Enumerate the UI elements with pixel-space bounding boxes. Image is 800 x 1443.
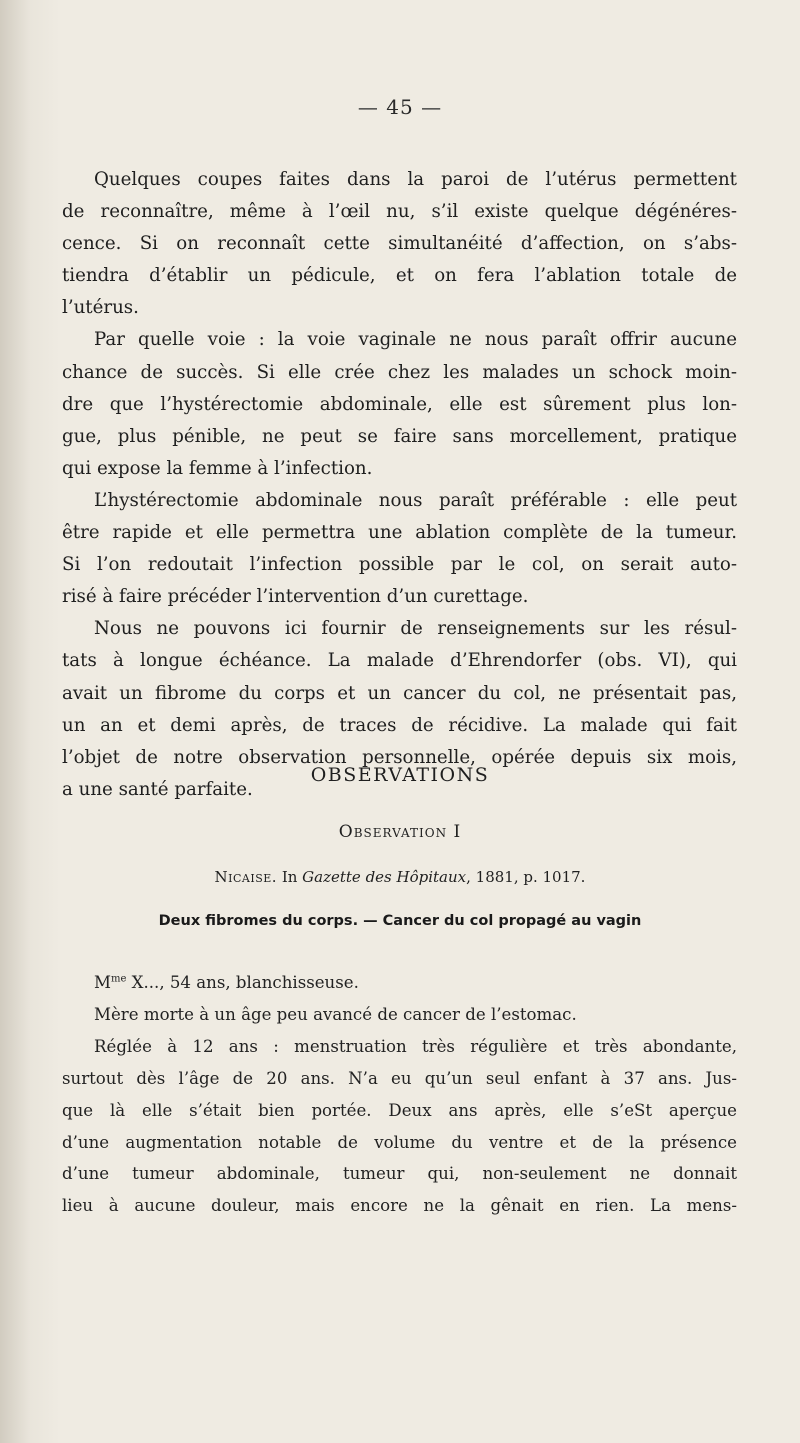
patient-title-superscript: me xyxy=(111,973,127,985)
patient-title: M xyxy=(94,973,111,992)
text-line: Quelques coupes faites dans la paroi de l’utérus permettent xyxy=(94,169,737,190)
text-line: surtout dès l’âge de 20 ans. N’a eu qu’un seul enfant à 37 ans. Jus- xyxy=(62,1068,737,1088)
text-line: lieu à aucune douleur, mais encore ne la gênait en rien. La mens- xyxy=(62,1196,737,1216)
reference-in: In xyxy=(277,868,303,886)
body-paragraphs xyxy=(62,164,737,806)
text-line: tiendra d’établir un pédicule, et on fera l’ablation totale de xyxy=(62,265,737,287)
reference-details: , 1881, p. 1017. xyxy=(466,868,586,886)
text-line: Nous ne pouvons ici fournir de renseignements sur les résul- xyxy=(94,618,737,640)
text-line: un an et demi après, de traces de récidive. La malade qui fait xyxy=(62,714,737,736)
text-line: Mère morte à un âge peu avancé de cancer de l’estomac. xyxy=(94,1004,577,1024)
text-line: l’utérus. xyxy=(62,297,139,319)
text-line: gue, plus pénible, ne peut se faire sans morcellement, pratique xyxy=(62,425,737,447)
text-line: Réglée à 12 ans : menstruation très régulière et très abondante, xyxy=(94,1036,737,1056)
text-line: Par quelle voie : la voie vaginale ne nous paraît offrir aucune xyxy=(94,329,737,351)
text-line: tats à longue échéance. La malade d’Ehrendorfer (obs. VI), qui xyxy=(62,650,737,672)
text-line: L’hystérectomie abdominale nous paraît préférable : elle peut xyxy=(94,489,737,511)
reference-author: Nicaise. xyxy=(214,868,278,886)
case-description xyxy=(62,967,737,1222)
text-line: qui expose la femme à l’infection. xyxy=(62,457,373,479)
text-line: d’une tumeur abdominale, tumeur qui, non-seulement ne donnait xyxy=(62,1164,737,1184)
text-line: cence. Si on reconnaît cette simultanéité d’affection, on s’abs- xyxy=(62,233,737,255)
text-line: que là elle s’était bien portée. Deux ans après, elle s’eSt aperçue xyxy=(62,1100,737,1120)
text-line: avait un fibrome du corps et un cancer du col, ne présentait pas, xyxy=(62,682,737,704)
text-line: d’une augmentation notable de volume du ventre et de la présence xyxy=(62,1132,737,1152)
patient-details: X..., 54 ans, blanchisseuse. xyxy=(126,973,359,992)
bibliographic-reference xyxy=(0,868,800,886)
section-heading: OBSERVATIONS xyxy=(310,764,490,786)
page-number: — 45 — xyxy=(357,95,443,119)
text-line: Si l’on redoutait l’infection possible par le col, on serait auto- xyxy=(62,554,737,576)
text-line: dre que l’hystérectomie abdominale, elle est sûrement plus lon- xyxy=(62,393,737,415)
case-heading: Deux fibromes du corps. — Cancer du col propagé au vagin xyxy=(158,913,642,929)
text-line: l’objet de notre observation personnelle, opérée depuis six mois, xyxy=(62,746,737,768)
reference-journal: Gazette des Hôpitaux xyxy=(302,868,467,886)
text-line: être rapide et elle permettra une ablation complète de la tumeur. xyxy=(62,522,737,544)
text-line: risé à faire précéder l’intervention d’un curettage. xyxy=(62,586,529,608)
text-line: chance de succès. Si elle crée chez les malades un schock moin- xyxy=(62,361,737,383)
patient-line xyxy=(62,967,737,999)
text-line: a une santé parfaite. xyxy=(62,778,253,800)
text-line: de reconnaître, même à l’œil nu, s’il existe quelque dégénéres- xyxy=(62,201,737,223)
observation-title: Observation I xyxy=(338,822,462,842)
